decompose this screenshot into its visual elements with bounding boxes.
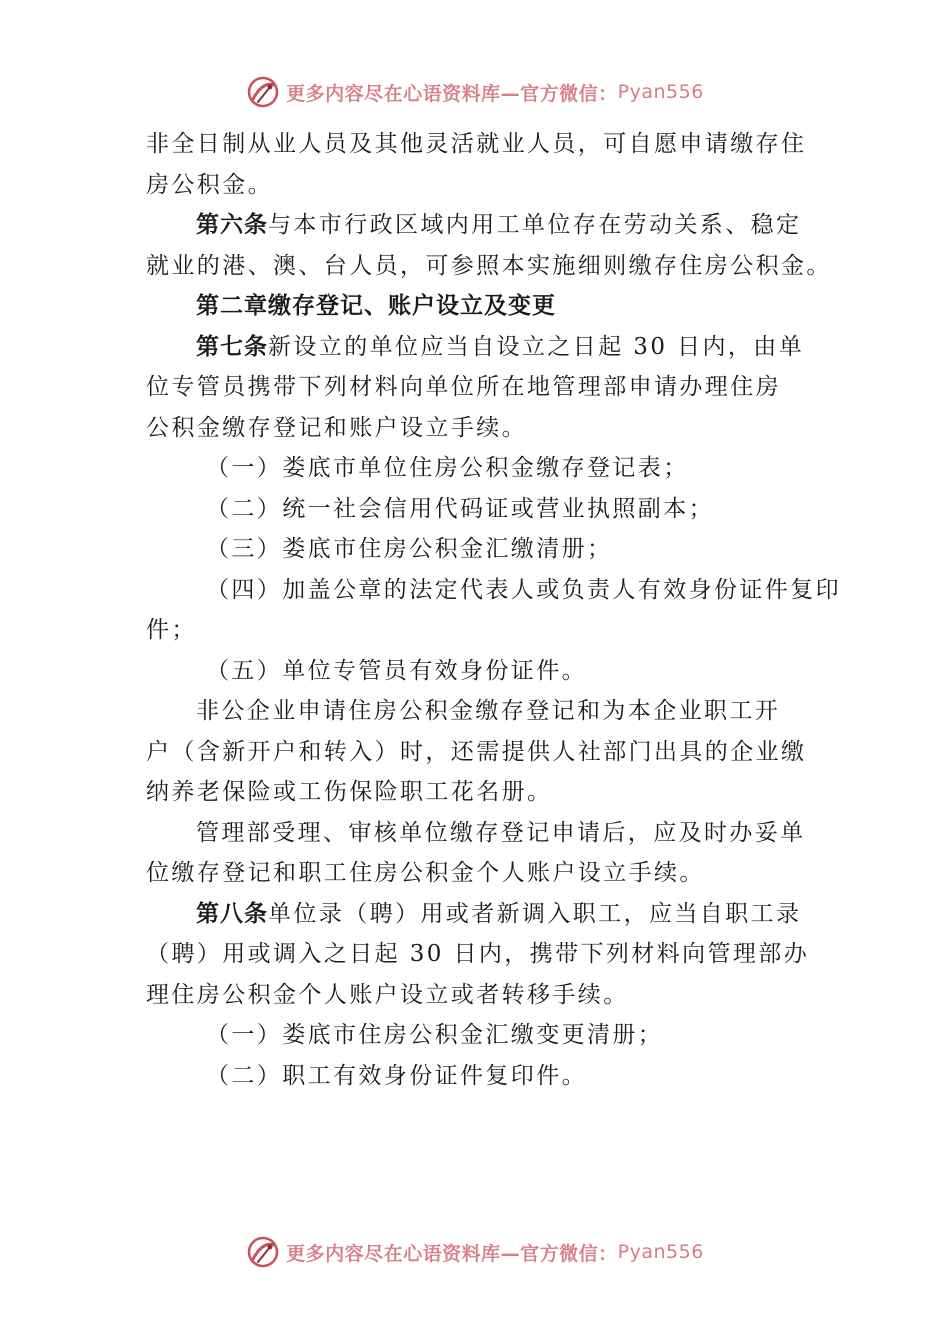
list-item: （二）职工有效身份证件复印件。 — [206, 1062, 587, 1089]
list-item: （一）娄底市住房公积金汇缴变更清册； — [206, 1022, 664, 1048]
paragraph-line: 纳养老保险或工伤保险职工花名册。 — [146, 779, 553, 805]
article-text: 单位录（聘）用或者新调入职工，应当自职工录 — [268, 900, 802, 927]
paragraph-line: 户（含新开户和转入）时，还需提供人社部门出具的企业缴 — [146, 738, 807, 765]
watermark-banner-top — [0, 72, 950, 112]
paragraph-line: 公积金缴存登记和账户设立手续。 — [146, 414, 527, 441]
article-label: 第七条 — [196, 333, 268, 360]
list-item: （二）统一社会信用代码证或营业执照副本； — [206, 495, 714, 522]
article-8 — [146, 894, 836, 935]
paragraph-line: 位专管员携带下列材料向单位所在地管理部申请办理住房 — [146, 374, 781, 400]
article-7 — [146, 327, 836, 368]
brand-logo-icon — [246, 1235, 280, 1269]
article-text: 与本市行政区域内用工单位存在劳动关系、稳定 — [268, 212, 802, 238]
paragraph-line: 非公企业申请住房公积金缴存登记和为本企业职工开 — [196, 698, 781, 724]
paragraph-line: 位缴存登记和职工住房公积金个人账户设立手续。 — [146, 860, 705, 886]
article-text: 新设立的单位应当自设立之日起 30 日内，由单 — [268, 333, 805, 360]
watermark-text: 更多内容尽在心语资料库—官方微信： — [286, 82, 618, 105]
watermark-id: Pyan556 — [617, 81, 704, 103]
article-6 — [146, 205, 836, 246]
list-item: （四）加盖公章的法定代表人或负责人有效身份证件复印 — [206, 576, 841, 603]
list-item: （三）娄底市住房公积金汇缴清册； — [206, 536, 613, 562]
paragraph-line: （聘）用或调入之日起 30 日内，携带下列材料向管理部办 — [146, 941, 810, 967]
paragraph-line: 房公积金。 — [146, 171, 273, 198]
watermark-id: Pyan556 — [617, 1241, 704, 1263]
paragraph-line: 就业的港、澳、台人员，可参照本实施细则缴存住房公积金。 — [146, 252, 832, 279]
article-label: 第八条 — [196, 900, 268, 927]
watermark-text: 更多内容尽在心语资料库—官方微信： — [286, 1242, 618, 1265]
paragraph-line: 理住房公积金个人账户设立或者转移手续。 — [146, 981, 629, 1008]
watermark-banner-bottom — [0, 1232, 950, 1272]
paragraph-line: 件； — [146, 617, 197, 643]
chapter-heading: 第二章缴存登记、账户设立及变更 — [196, 293, 556, 319]
document-body — [146, 124, 841, 1096]
brand-logo-icon — [246, 75, 280, 109]
list-item: （一）娄底市单位住房公积金缴存登记表； — [206, 455, 689, 481]
paragraph-line: 管理部受理、审核单位缴存登记申请后，应及时办妥单 — [196, 819, 806, 846]
article-label: 第六条 — [196, 212, 268, 238]
paragraph-line: 非全日制从业人员及其他灵活就业人员，可自愿申请缴存住 — [146, 131, 807, 157]
list-item: （五）单位专管员有效身份证件。 — [206, 657, 587, 684]
